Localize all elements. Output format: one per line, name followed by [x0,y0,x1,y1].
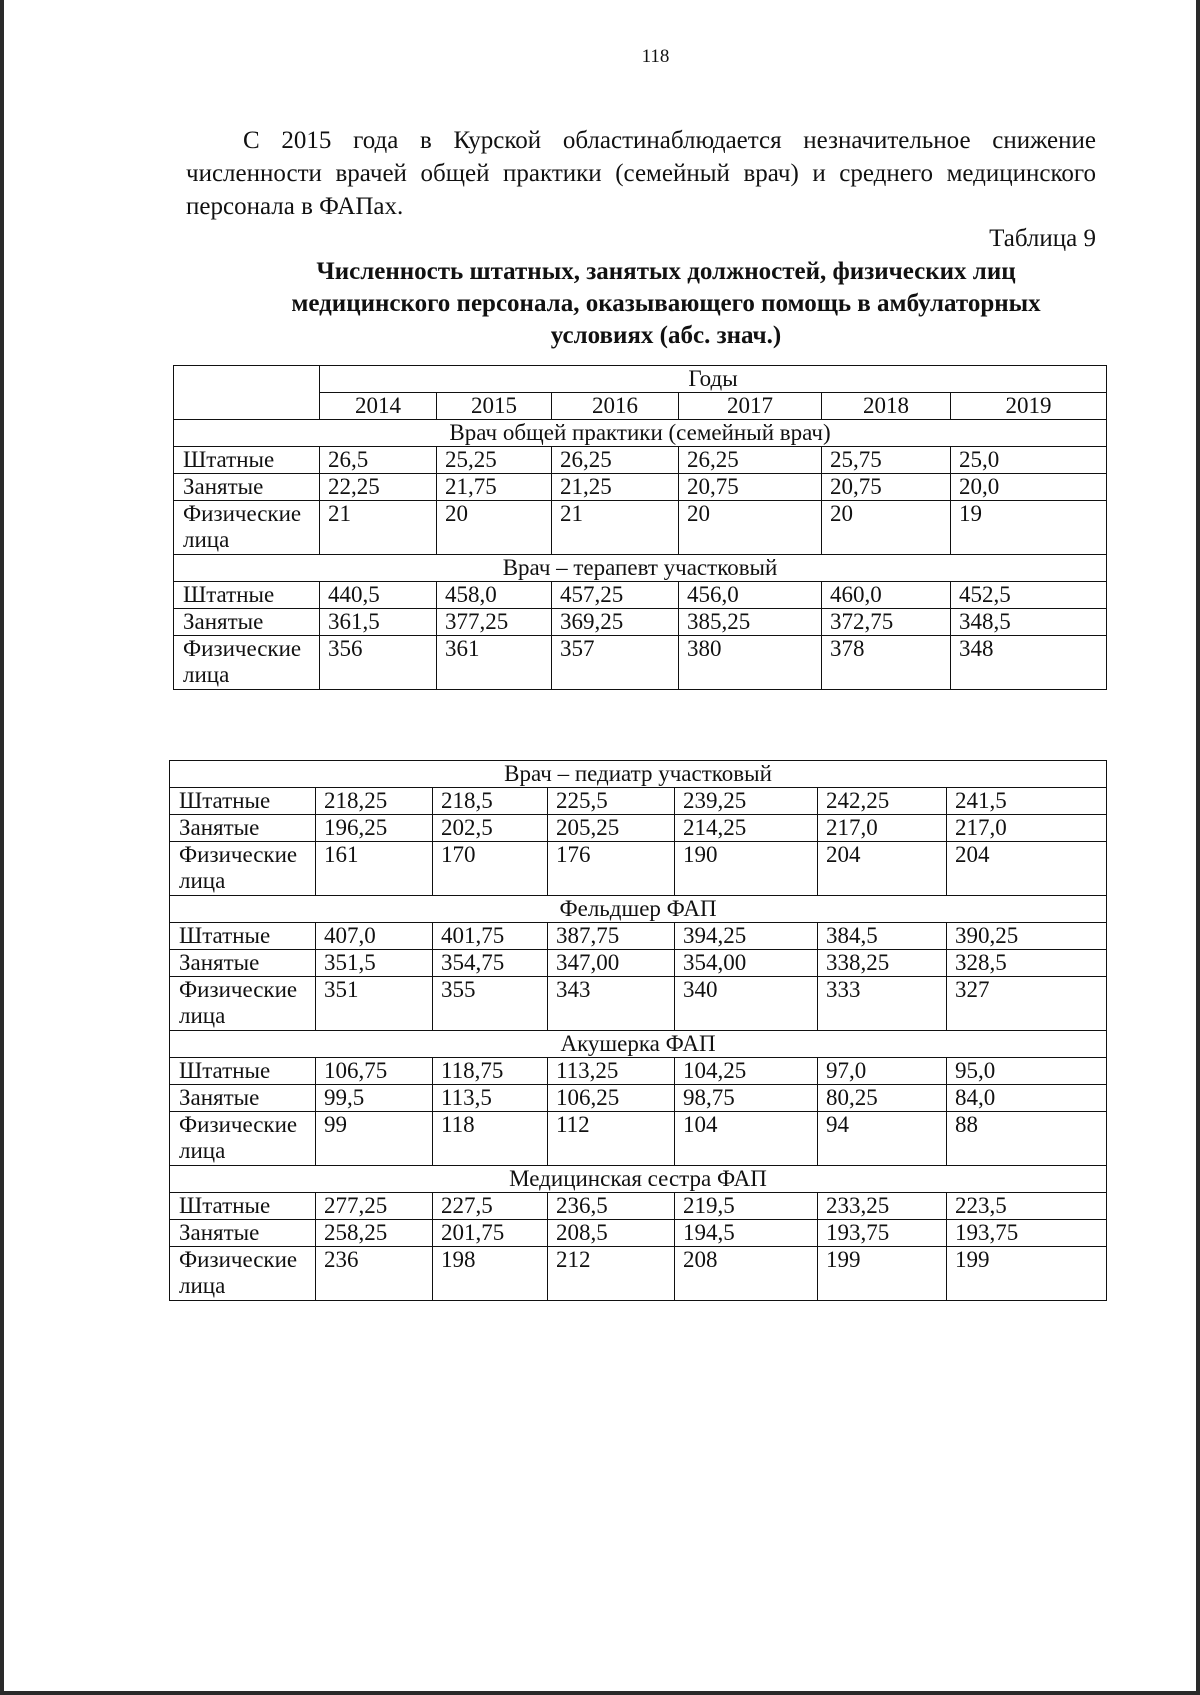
value-cell: 387,75 [548,923,675,950]
value-cell: 378 [822,636,951,690]
value-cell: 202,5 [433,815,548,842]
value-cell: 242,25 [818,788,947,815]
value-cell: 355 [433,977,548,1031]
value-cell: 340 [675,977,818,1031]
value-cell: 22,25 [320,474,437,501]
year-cell: 2014 [320,393,437,420]
value-cell: 440,5 [320,582,437,609]
value-cell: 94 [818,1112,947,1166]
value-cell: 196,25 [316,815,433,842]
value-cell: 460,0 [822,582,951,609]
row-label: Физические лица [170,1247,316,1301]
table-label: Таблица 9 [989,225,1096,252]
value-cell: 223,5 [947,1193,1107,1220]
value-cell: 351 [316,977,433,1031]
table-body-part-1 [174,420,1107,690]
year-cell: 2016 [552,393,679,420]
value-cell: 21 [320,501,437,555]
row-label: Занятые [170,950,316,977]
year-cell: 2015 [437,393,552,420]
scan-edge-left [0,0,4,1695]
value-cell: 176 [548,842,675,896]
value-cell: 354,75 [433,950,548,977]
value-cell: 21,25 [552,474,679,501]
value-cell: 384,5 [818,923,947,950]
value-cell: 204 [818,842,947,896]
physical-persons-row [174,501,1107,555]
value-cell: 106,75 [316,1058,433,1085]
value-cell: 377,25 [437,609,552,636]
staff-row [170,1193,1107,1220]
row-label: Штатные [170,923,316,950]
occupied-row [170,1085,1107,1112]
value-cell: 106,25 [548,1085,675,1112]
value-cell: 97,0 [818,1058,947,1085]
value-cell: 227,5 [433,1193,548,1220]
value-cell: 88 [947,1112,1107,1166]
intro-paragraph: С 2015 года в Курской областинаблюдается незначительное снижение численности врачей общей практики (семейный врач) и среднего медицинского персонала в ФАПах. [186,127,1096,220]
value-cell: 212 [548,1247,675,1301]
value-cell: 214,25 [675,815,818,842]
value-cell: 19 [951,501,1107,555]
value-cell: 99,5 [316,1085,433,1112]
value-cell: 401,75 [433,923,548,950]
value-cell: 347,00 [548,950,675,977]
table-caption-line-3: условиях (абс. знач.) [550,322,782,349]
value-cell: 348 [951,636,1107,690]
section-row [170,1031,1107,1058]
value-cell: 217,0 [947,815,1107,842]
value-cell: 204 [947,842,1107,896]
table-caption [186,256,1146,352]
value-cell: 380 [679,636,822,690]
occupied-row [170,1220,1107,1247]
row-label: Физические лица [174,636,320,690]
row-label: Физические лица [174,501,320,555]
year-cell: 2019 [951,393,1107,420]
row-label: Штатные [170,788,316,815]
occupied-row [174,609,1107,636]
scan-edge-bottom [0,1691,1200,1695]
value-cell: 193,75 [947,1220,1107,1247]
value-cell: 357 [552,636,679,690]
year-cell: 2017 [679,393,822,420]
value-cell: 233,25 [818,1193,947,1220]
value-cell: 25,0 [951,447,1107,474]
value-cell: 369,25 [552,609,679,636]
row-label: Занятые [170,815,316,842]
years-header: Годы [320,366,1107,393]
value-cell: 218,25 [316,788,433,815]
value-cell: 327 [947,977,1107,1031]
occupied-row [170,950,1107,977]
staff-row [170,923,1107,950]
scan-edge-right [1196,0,1200,1695]
row-label: Штатные [174,447,320,474]
value-cell: 190 [675,842,818,896]
section-title: Врач – терапевт участковый [174,555,1107,582]
value-cell: 113,25 [548,1058,675,1085]
value-cell: 113,5 [433,1085,548,1112]
value-cell: 354,00 [675,950,818,977]
value-cell: 225,5 [548,788,675,815]
value-cell: 95,0 [947,1058,1107,1085]
staff-row [170,1058,1107,1085]
value-cell: 20,0 [951,474,1107,501]
value-cell: 277,25 [316,1193,433,1220]
value-cell: 457,25 [552,582,679,609]
value-cell: 25,75 [822,447,951,474]
value-cell: 351,5 [316,950,433,977]
value-cell: 104 [675,1112,818,1166]
row-label: Физические лица [170,1112,316,1166]
page-number: 118 [641,46,670,67]
value-cell: 20,75 [679,474,822,501]
value-cell: 194,5 [675,1220,818,1247]
section-title: Врач – педиатр участковый [170,761,1107,788]
value-cell: 99 [316,1112,433,1166]
section-row [170,761,1107,788]
physical-persons-row [170,842,1107,896]
value-cell: 198 [433,1247,548,1301]
value-cell: 170 [433,842,548,896]
value-cell: 385,25 [679,609,822,636]
value-cell: 218,5 [433,788,548,815]
value-cell: 199 [818,1247,947,1301]
value-cell: 394,25 [675,923,818,950]
row-label: Занятые [170,1085,316,1112]
value-cell: 98,75 [675,1085,818,1112]
row-label: Физические лица [170,977,316,1031]
value-cell: 258,25 [316,1220,433,1247]
value-cell: 118,75 [433,1058,548,1085]
value-cell: 361,5 [320,609,437,636]
value-cell: 20,75 [822,474,951,501]
section-title: Фельдшер ФАП [170,896,1107,923]
value-cell: 458,0 [437,582,552,609]
value-cell: 84,0 [947,1085,1107,1112]
value-cell: 21 [552,501,679,555]
value-cell: 199 [947,1247,1107,1301]
value-cell: 372,75 [822,609,951,636]
physical-persons-row [170,1247,1107,1301]
value-cell: 208,5 [548,1220,675,1247]
row-label: Штатные [170,1193,316,1220]
section-row [170,1166,1107,1193]
value-cell: 241,5 [947,788,1107,815]
value-cell: 328,5 [947,950,1107,977]
row-label: Физические лица [170,842,316,896]
staff-table-part-2 [169,760,1107,1301]
value-cell: 356 [320,636,437,690]
value-cell: 217,0 [818,815,947,842]
value-cell: 26,5 [320,447,437,474]
header-corner-cell [174,366,320,420]
physical-persons-row [170,1112,1107,1166]
value-cell: 208 [675,1247,818,1301]
value-cell: 239,25 [675,788,818,815]
table-caption-line-1: Численность штатных, занятых должностей, физических лиц [316,258,1016,285]
value-cell: 236 [316,1247,433,1301]
staff-row [170,788,1107,815]
value-cell: 20 [822,501,951,555]
table-body-part-2 [170,761,1107,1301]
year-cell: 2018 [822,393,951,420]
section-row [170,896,1107,923]
staff-table-part-1 [173,365,1107,690]
value-cell: 205,25 [548,815,675,842]
section-row [174,420,1107,447]
value-cell: 20 [679,501,822,555]
value-cell: 348,5 [951,609,1107,636]
occupied-row [170,815,1107,842]
value-cell: 452,5 [951,582,1107,609]
value-cell: 390,25 [947,923,1107,950]
staff-row [174,582,1107,609]
value-cell: 118 [433,1112,548,1166]
value-cell: 338,25 [818,950,947,977]
section-title: Акушерка ФАП [170,1031,1107,1058]
table-header [174,366,1107,420]
value-cell: 161 [316,842,433,896]
staff-row [174,447,1107,474]
value-cell: 236,5 [548,1193,675,1220]
value-cell: 201,75 [433,1220,548,1247]
value-cell: 112 [548,1112,675,1166]
section-title: Медицинская сестра ФАП [170,1166,1107,1193]
value-cell: 26,25 [552,447,679,474]
value-cell: 20 [437,501,552,555]
value-cell: 25,25 [437,447,552,474]
value-cell: 407,0 [316,923,433,950]
value-cell: 193,75 [818,1220,947,1247]
value-cell: 333 [818,977,947,1031]
table-caption-line-2: медицинского персонала, оказывающего помощь в амбулаторных [291,290,1041,317]
value-cell: 343 [548,977,675,1031]
value-cell: 26,25 [679,447,822,474]
section-row [174,555,1107,582]
row-label: Штатные [170,1058,316,1085]
value-cell: 219,5 [675,1193,818,1220]
row-label: Штатные [174,582,320,609]
physical-persons-row [174,636,1107,690]
row-label: Занятые [174,609,320,636]
physical-persons-row [170,977,1107,1031]
value-cell: 21,75 [437,474,552,501]
value-cell: 80,25 [818,1085,947,1112]
section-title: Врач общей практики (семейный врач) [174,420,1107,447]
row-label: Занятые [174,474,320,501]
value-cell: 104,25 [675,1058,818,1085]
value-cell: 456,0 [679,582,822,609]
occupied-row [174,474,1107,501]
row-label: Занятые [170,1220,316,1247]
value-cell: 361 [437,636,552,690]
